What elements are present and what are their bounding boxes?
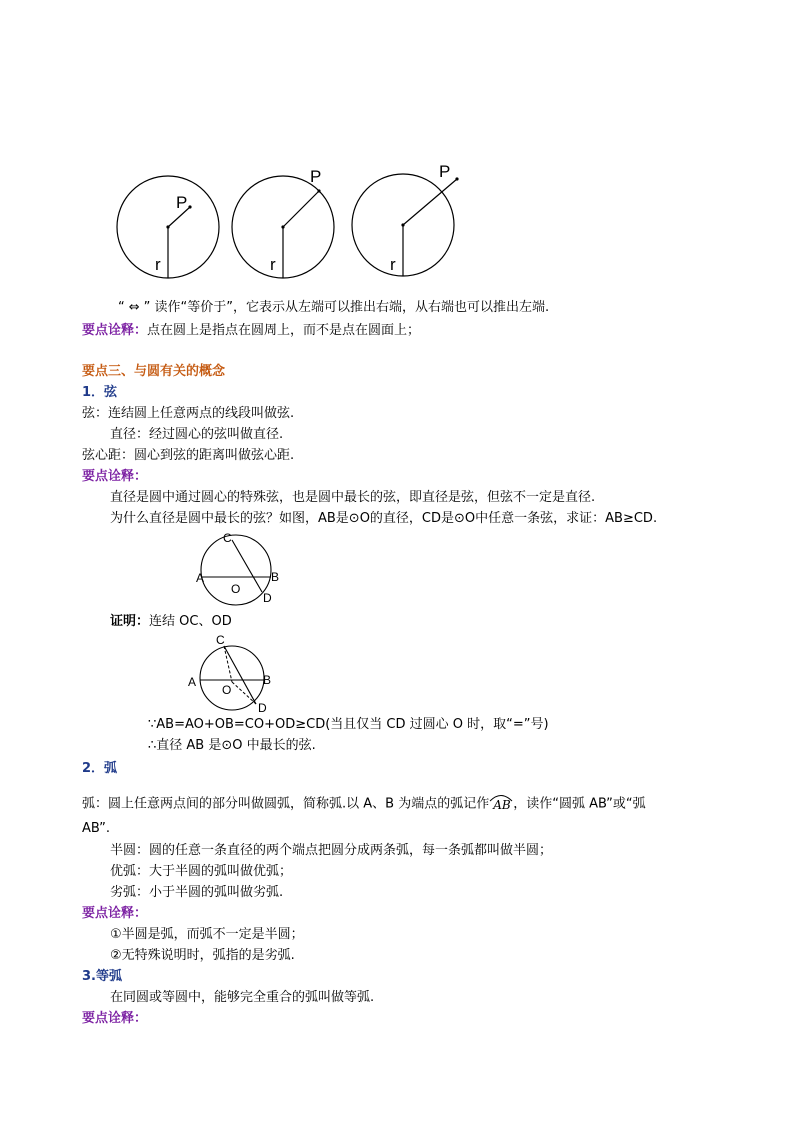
point-label: P: [310, 167, 322, 186]
section-three-title: 要点三、与圆有关的概念: [82, 364, 226, 379]
arc-note-2: ②无特殊说明时，弧指的是劣弧.: [110, 948, 295, 963]
chord-note-label: 要点诠释：: [82, 469, 148, 484]
semicircle-definition: 半圆：圆的任意一条直径的两个端点把圆分成两条弧，每一条弧都叫做半圆；: [110, 843, 553, 858]
label-d: D: [258, 701, 267, 714]
proof-line-1: ∵AB=AO+OB=CO+OD≥CD(当且仅当 CD 过圆心 O 时，取“=”号): [148, 717, 549, 732]
arc-note-1: ①半圆是弧，而弧不一定是半圆；: [110, 927, 304, 942]
chord-figure: [192, 530, 292, 608]
radius-label: r: [270, 255, 276, 274]
point-label: P: [439, 162, 451, 181]
equivalence-symbol: ⇔: [128, 300, 140, 315]
chord-note-2: 为什么直径是圆中最长的弦？如图，AB是⊙O的直径，CD是⊙O中任意一条弦，求证：AB≥CD.: [110, 511, 658, 526]
label-o: O: [222, 683, 232, 697]
circle-point-on: [232, 167, 334, 278]
equal-arc-note-label: 要点诠释：: [82, 1011, 148, 1026]
chord-proof-figure: [186, 632, 286, 714]
equal-arc-heading: 3.等弧: [82, 969, 122, 984]
radius-label: r: [390, 255, 396, 274]
radius-label: r: [155, 255, 161, 274]
label-b: B: [263, 673, 272, 687]
chord-distance-definition: 弦心距：圆心到弦的距离叫做弦心距.: [82, 448, 295, 463]
arc-definition: 弧：圆上任意两点间的部分叫做圆弧，简称弧.以 A、B 为端点的弧记作 AB ，读作“圆弧 AB”或“弧: [82, 796, 646, 812]
label-c: C: [216, 633, 225, 647]
arc-note-label: 要点诠释：: [82, 906, 148, 921]
arc-definition-line2: AB”.: [82, 821, 110, 836]
point-label: P: [176, 193, 188, 212]
circle-point-outside: [352, 162, 459, 276]
major-arc-definition: 优弧：大于半圆的弧叫做优弧；: [110, 864, 293, 879]
note-point-on-circle: 要点诠释：点在圆上是指点在圆周上，而不是点在圆面上；: [82, 323, 421, 338]
arc-heading: 2．弧: [82, 761, 118, 776]
proof-line-2: ∴直径 AB 是⊙O 中最长的弦.: [148, 738, 316, 753]
label-d: D: [263, 591, 272, 605]
label-a: A: [188, 675, 197, 689]
label-o: O: [231, 582, 241, 596]
chord-note-1: 直径是圆中通过圆心的特殊弦，也是圆中最长的弦，即直径是弦，但弦不一定是直径.: [110, 490, 596, 505]
label-a: A: [196, 571, 205, 585]
diameter-definition: 直径：经过圆心的弦叫做直径.: [110, 427, 284, 442]
label-c: C: [223, 531, 232, 545]
point-position-figure: [110, 160, 470, 285]
label-b: B: [271, 570, 280, 584]
equal-arc-definition: 在同圆或等圆中，能够完全重合的弧叫做等弧.: [110, 990, 375, 1005]
arc-ab-symbol: AB: [489, 796, 513, 812]
circle-point-inside: [117, 176, 219, 278]
chord-definition: 弦：连结圆上任意两点的线段叫做弦.: [82, 406, 295, 421]
chord-heading: 1．弦: [82, 385, 118, 400]
minor-arc-definition: 劣弧：小于半圆的弧叫做劣弧.: [110, 885, 284, 900]
proof-start: 证明：连结 OC、OD: [110, 614, 232, 629]
equivalence-text: “ ⇔ ” 读作“等价于”，它表示从左端可以推出右端，从右端也可以推出左端.: [118, 300, 550, 315]
